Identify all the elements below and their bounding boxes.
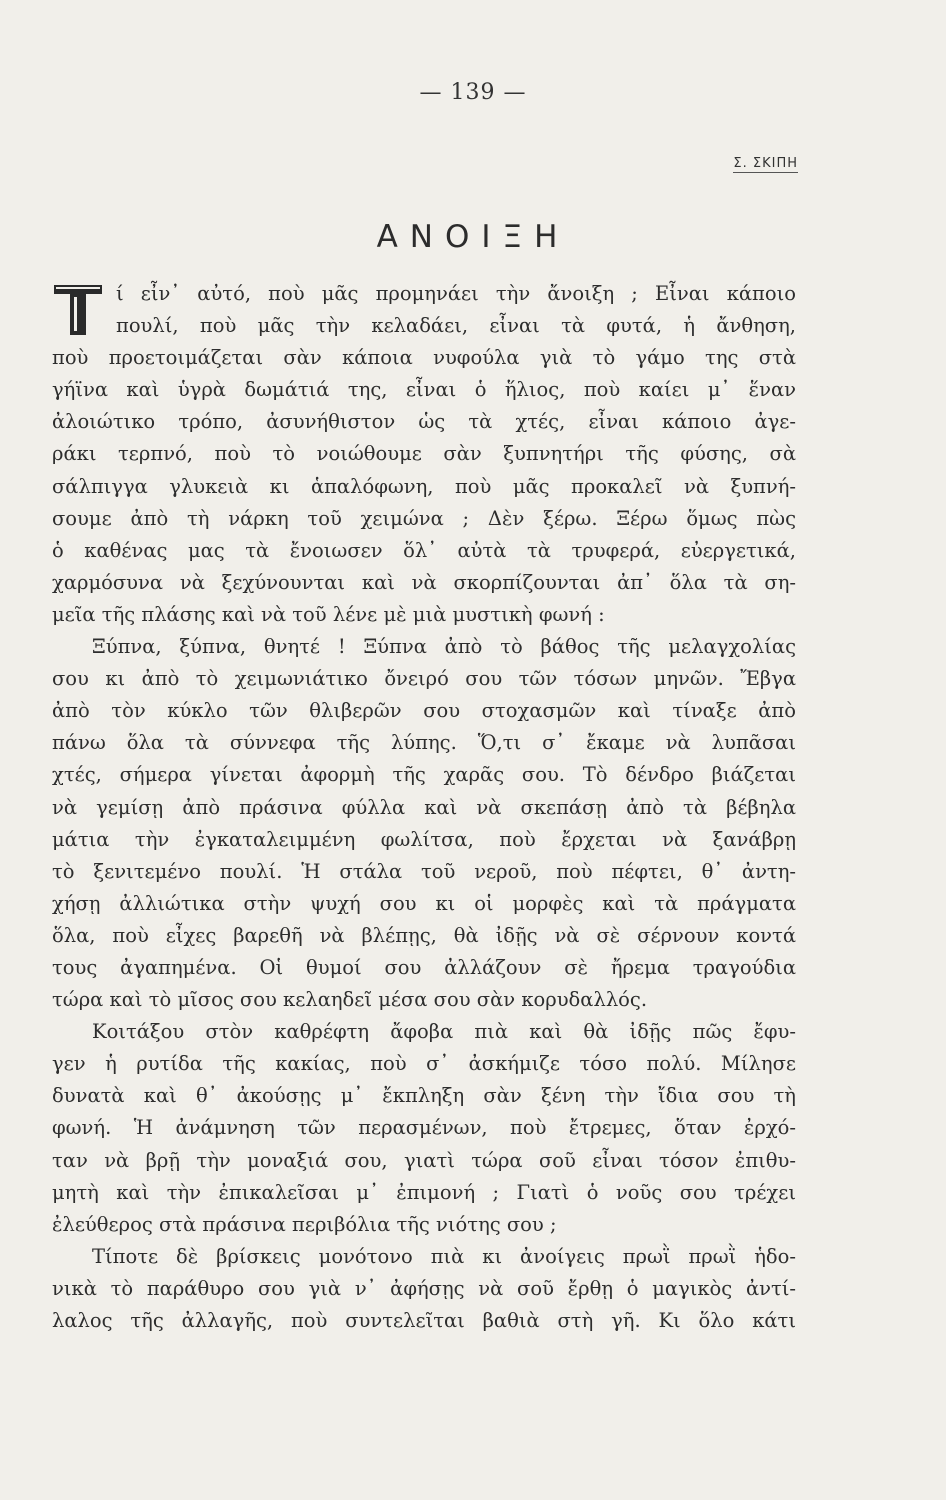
text-line: ὅλα, ποὺ εἶχες βαρεθῆ νὰ βλέπῃς, θὰ ἰδῇς νὰ σὲ σέρνουν κοντά xyxy=(52,923,796,947)
text-line: ράκι τερπνό, ποὺ τὸ νοιώθουμε σὰν ξυπνητήρι τῆς φύσης, σὰ xyxy=(52,442,796,466)
page-number: — 139 — xyxy=(419,80,527,105)
text-line: μεῖα τῆς πλάσης καὶ νὰ τοῦ λένε μὲ μιὰ μυστικὴ φωνή : xyxy=(52,602,605,626)
text-line: γεν ἡ ρυτίδα τῆς κακίας, ποὺ σ᾽ ἀσκήμιζε τόσο πολύ. Μίλησε xyxy=(52,1052,796,1076)
article-title: ΑΝΟΙΞΗ xyxy=(376,218,570,255)
text-line: νὰ γεμίσῃ ἀπὸ πράσινα φύλλα καὶ νὰ σκεπάσῃ ἀπὸ τὰ βέβηλα xyxy=(52,795,796,819)
text-line: τους ἀγαπημένα. Οἱ θυμοί σου ἀλλάζουν σὲ ἤρεμα τραγούδια xyxy=(52,955,796,979)
text-line: σου κι ἀπὸ τὸ χειμωνιάτικο ὄνειρό σου τῶν τόσων μηνῶν. Ἔβγα xyxy=(52,667,796,691)
text-line: μάτια τὴν ἐγκαταλειμμένη φωλίτσα, ποὺ ἔρχεται νὰ ξανάβρῃ xyxy=(52,827,796,851)
text-line: ί εἶν᾽ αὐτό, ποὺ μᾶς προμηνάει τὴν ἄνοιξη ; Εἶναι κάποιο xyxy=(116,282,796,305)
text-line: πουλί, ποὺ μᾶς τὴν κελαδάει, εἶναι τὰ φυτά, ἡ ἄνθηση, xyxy=(116,314,796,338)
text-line: σάλπιγγα γλυκειὰ κι ἁπαλόφωνη, ποὺ μᾶς προκαλεῖ νὰ ξυπνή- xyxy=(52,474,796,498)
author-name: Σ. ΣΚΙΠΗ xyxy=(733,156,798,171)
text-line: χήσῃ ἀλλιώτικα στὴν ψυχή σου κι οἱ μορφὲς καὶ τὰ πράγματα xyxy=(52,891,796,915)
text-line: τώρα καὶ τὸ μῖσος σου κελαηδεῖ μέσα σου σὰν κορυδαλλός. xyxy=(52,988,648,1012)
text-line: λαλος τῆς ἀλλαγῆς, ποὺ συντελεῖται βαθιὰ στὴ γῆ. Κι ὅλο κάτι xyxy=(52,1309,796,1332)
text-line: ἀλοιώτικο τρόπο, ἀσυνήθιστον ὡς τὰ χτές, εἶναι κάποιο ἀγε- xyxy=(52,410,796,434)
text-line: τὸ ξενιτεμένο πουλί. Ἡ στάλα τοῦ νεροῦ, ποὺ πέφτει, θ᾽ ἀντη- xyxy=(52,859,796,883)
text-line: σουμε ἀπὸ τὴ νάρκη τοῦ χειμώνα ; Δὲν ξέρω. Ξέρω ὅμως πὼς xyxy=(52,506,796,530)
text-line: δυνατὰ καὶ θ᾽ ἀκούσῃς μ᾽ ἔκπληξη σὰν ξένη τὴν ἴδια σου τὴ xyxy=(52,1084,796,1108)
text-line: χτές, σήμερα γίνεται ἀφορμὴ τῆς χαρᾶς σου. Τὸ δένδρο βιάζεται xyxy=(52,763,796,787)
text-line: Ξύπνα, ξύπνα, θνητέ ! Ξύπνα ἀπὸ τὸ βάθος τῆς μελαγχολίας xyxy=(92,635,796,659)
text-line: Τίποτε δὲ βρίσκεις μονότονο πιὰ κι ἀνοίγεις πρωῒ πρωῒ ἡδο- xyxy=(92,1244,796,1268)
text-line: ἀπὸ τὸν κύκλο τῶν θλιβερῶν σου στοχασμῶν καὶ τίναξε ἀπὸ xyxy=(52,699,796,723)
text-line: μητὴ καὶ τὴν ἐπικαλεῖσαι μ᾽ ἐπιμονή ; Γιατὶ ὁ νοῦς σου τρέχει xyxy=(52,1180,796,1204)
text-line: Κοιτάξου στὸν καθρέφτη ἄφοβα πιὰ καὶ θὰ ἰδῇς πῶς ἔφυ- xyxy=(92,1020,796,1044)
text-line: νικὰ τὸ παράθυρο σου γιὰ ν᾽ ἀφήσῃς νὰ σοῦ ἔρθῃ ὁ μαγικὸς ἀντί- xyxy=(52,1276,796,1300)
text-line: ταν νὰ βρῇ τὴν μοναξιά σου, γιατὶ τώρα σοῦ εἶναι τόσον ἐπιθυ- xyxy=(52,1148,796,1172)
text-line: ὁ καθένας μας τὰ ἔνοιωσεν ὅλ᾽ αὐτὰ τὰ τρυφερά, εὐεργετικά, xyxy=(52,538,796,562)
text-line: γήϊνα καὶ ὑγρὰ δωμάτιά της, εἶναι ὁ ἥλιος, ποὺ καίει μ᾽ ἕναν xyxy=(52,378,796,402)
text-line: φωνή. Ἡ ἀνάμνηση τῶν περασμένων, ποὺ ἔτρεμες, ὅταν ἐρχό- xyxy=(52,1116,796,1140)
text-line: ἐλεύθερος στὰ πράσινα περιβόλια τῆς νιότης σου ; xyxy=(52,1212,557,1236)
article-body xyxy=(52,278,796,1337)
text-line: ποὺ προετοιμάζεται σὰν κάποια νυφούλα γιὰ τὸ γάμο της στὰ xyxy=(52,346,796,370)
text-line: πάνω ὅλα τὰ σύννεφα τῆς λύπης. Ὅ,τι σ᾽ ἔκαμε νὰ λυπᾶσαι xyxy=(52,731,796,755)
text-line: χαρμόσυνα νὰ ξεχύνουνται καὶ νὰ σκορπίζουνται ἀπ᾽ ὅλα τὰ ση- xyxy=(52,570,796,594)
